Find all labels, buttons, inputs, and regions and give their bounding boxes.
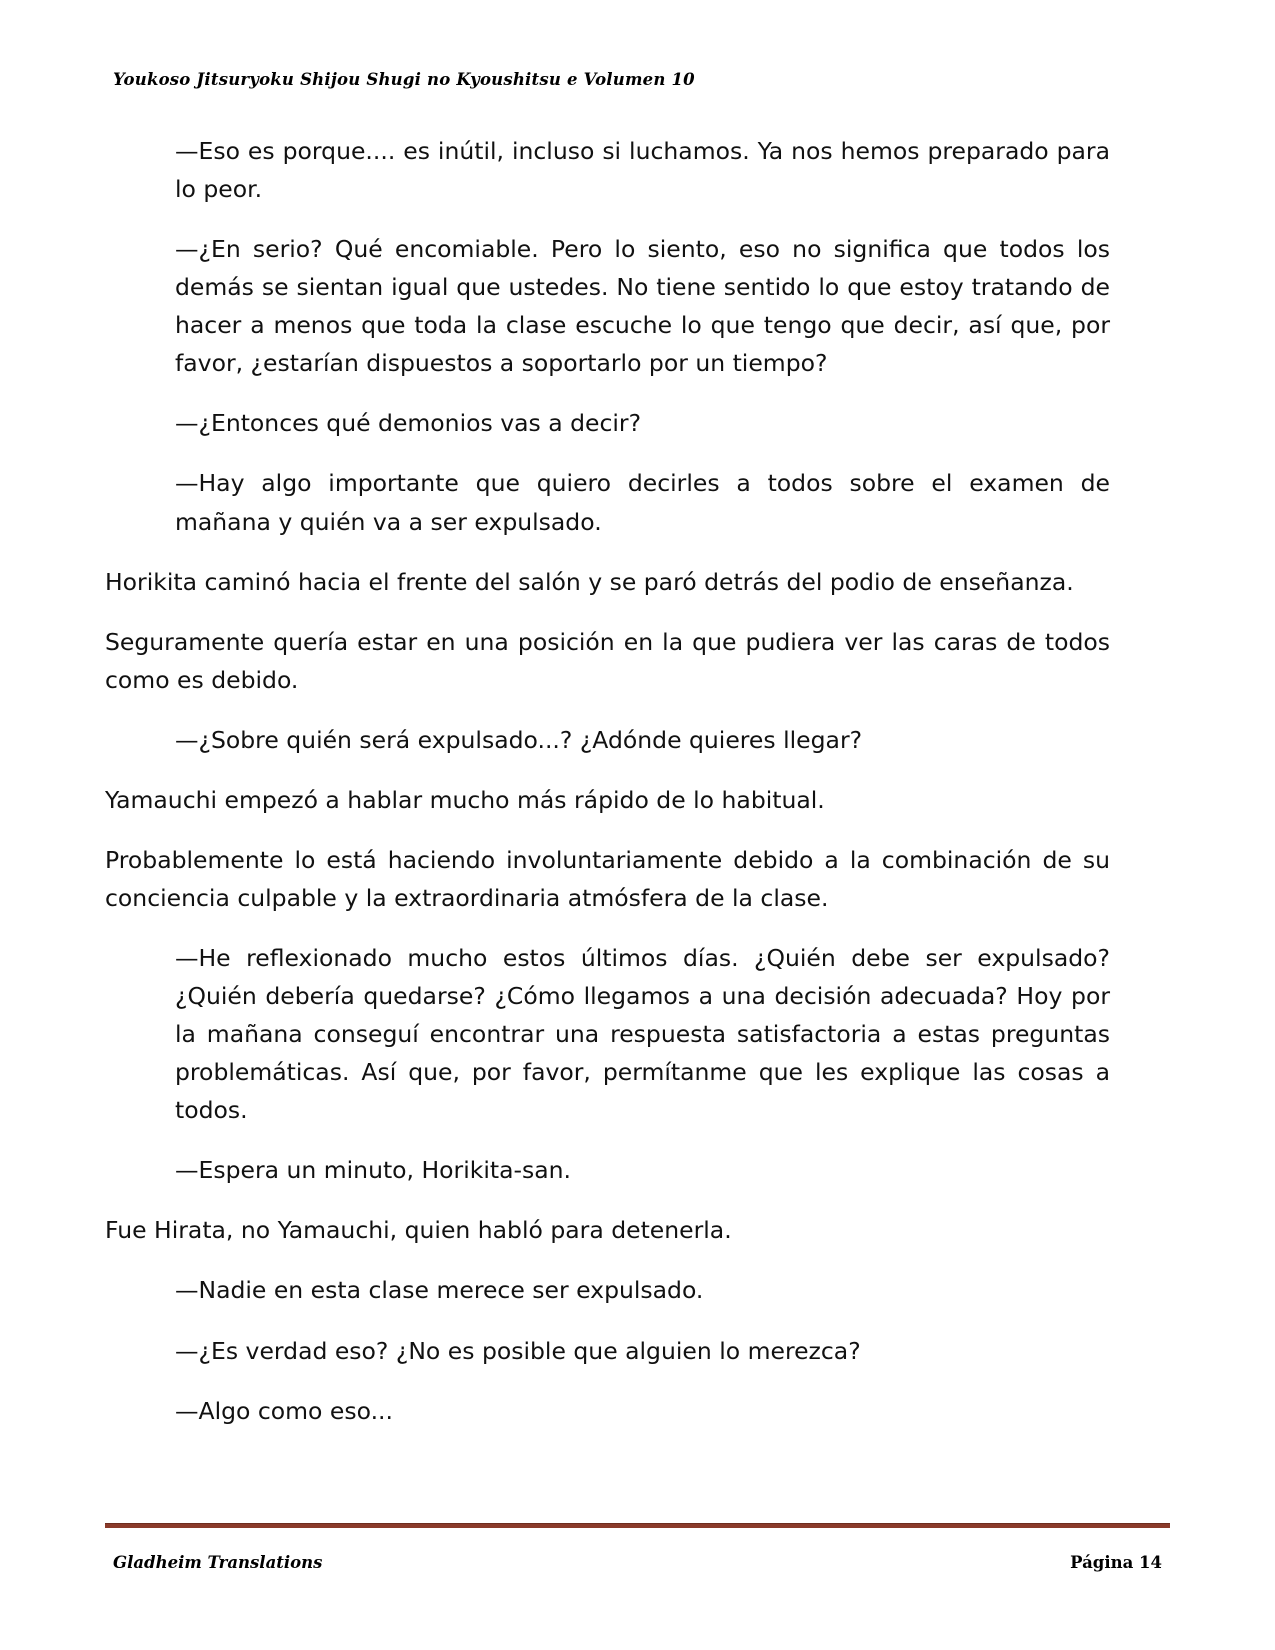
paragraph: —Espera un minuto, Horikita-san.	[175, 1156, 571, 1185]
paragraph: —Eso es porque.... es inútil, incluso si luchamos. Ya nos hemos preparado para lo peor.	[175, 137, 1110, 204]
page-body	[105, 132, 1110, 1452]
paragraph: Probablemente lo está haciendo involuntariamente debido a la combinación de su conciencia culpable y la extraordinaria atmósfera de la clase.	[105, 845, 1110, 912]
page-number: Página 14	[1070, 1553, 1162, 1572]
paragraph: Seguramente quería estar en una posición en la que pudiera ver las caras de todos como es debido.	[105, 627, 1110, 694]
paragraph: Fue Hirata, no Yamauchi, quien habló para detenerla.	[105, 1216, 732, 1245]
paragraph: —Nadie en esta clase merece ser expulsado.	[175, 1276, 704, 1305]
footer-divider	[105, 1523, 1170, 1528]
paragraph: —¿Entonces qué demonios vas a decir?	[175, 409, 642, 438]
paragraph: —¿Sobre quién será expulsado...? ¿Adónde quieres llegar?	[175, 725, 863, 754]
page-footer	[113, 1553, 1162, 1572]
page-header: Youkoso Jitsuryoku Shijou Shugi no Kyoushitsu e Volumen 10	[113, 70, 695, 89]
paragraph: —Hay algo importante que quiero decirles a todos sobre el examen de mañana y quién va a ser expulsado.	[175, 469, 1110, 536]
paragraph: —¿Es verdad eso? ¿No es posible que alguien lo merezca?	[175, 1336, 861, 1365]
footer-credit: Gladheim Translations	[113, 1553, 323, 1572]
paragraph: Yamauchi empezó a hablar mucho más rápido de lo habitual.	[105, 785, 825, 814]
paragraph: —He reflexionado mucho estos últimos días. ¿Quién debe ser expulsado? ¿Quién debería quedarse? ¿Cómo llegamos a una decisión adecuada? Hoy por la mañana conseguí encontrar una respuesta satisfactoria a estas preguntas problemáticas. Así que, por favor, permítanme que les explique las cosas a todos.	[175, 944, 1110, 1125]
paragraph: Horikita caminó hacia el frente del salón y se paró detrás del podio de enseñanza.	[105, 567, 1074, 596]
paragraph: —Algo como eso...	[175, 1396, 393, 1425]
paragraph: —¿En serio? Qué encomiable. Pero lo siento, eso no significa que todos los demás se sientan igual que ustedes. No tiene sentido lo que estoy tratando de hacer a menos que toda la clase escuche lo que tengo que decir, así que, por favor, ¿estarían dispuestos a soportarlo por un tiempo?	[175, 235, 1110, 378]
